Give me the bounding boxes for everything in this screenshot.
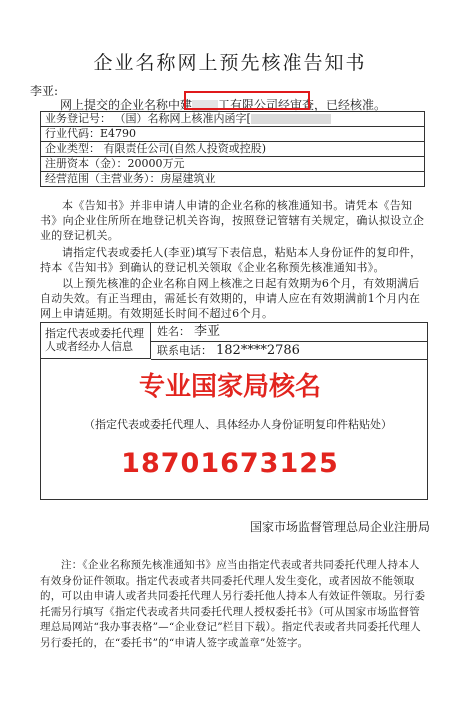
business-scope-label: 经营范围（主营业务）：: [45, 172, 161, 185]
name-value: 李亚: [194, 324, 221, 339]
registration-number-cell: [41, 112, 425, 127]
watermark-service: 专业国家局核名: [138, 372, 321, 402]
company-type-value: 有限责任公司(自然人投资或控股): [103, 142, 267, 155]
redacted-number: [251, 114, 331, 124]
applicant-label: 指定代表或委托代理人或者经办人信息: [41, 323, 151, 359]
approval-prefix: 网上提交的企业名称: [60, 98, 169, 112]
registration-number-value: （国）名称网上核准内函字[: [114, 112, 251, 125]
phone-value: 182****2786: [216, 343, 300, 358]
table-row: [41, 127, 425, 142]
phone-row: [151, 342, 427, 360]
footnote: 注：《企业名称预先核准通知书》应当由指定代表或者共同委托代理人持本人有效身份证件领取。指定代表或者共同委托代理人发生变化，或者因故不能领取的，可以由申请人或者共同委托代理人另行委托他人持本人有效证件领取。另行委托需另行填写《指定代表或者共同委托代理人授权委托书》（可从国家市场监督管理总局网站“我办事表格”—“企业登记”栏目下载）。指定代表或者共同委托代理人另行委托的，在“委托书”的“申请人签字或盖章”处签字。: [40, 559, 426, 649]
name-row: [151, 323, 427, 342]
table-row: [41, 112, 425, 127]
company-name-end: 工有限公司: [218, 98, 279, 112]
paragraph-2: 请指定代表或委托人(李亚)填写下表信息，粘贴本人身份证件的复印件，持本《告知书》到确认的登记机关领取《企业名称预先核准通知书》。: [40, 246, 422, 274]
business-scope-cell: [41, 172, 425, 187]
name-label: 姓名：: [157, 325, 190, 338]
info-table: [40, 111, 425, 187]
industry-code-cell: 行业代码：E4790: [41, 127, 425, 142]
registered-capital-cell: 注册资本（金）：20000万元: [41, 157, 425, 172]
phone-label: 联系电话：: [157, 344, 212, 357]
company-type-cell: [41, 142, 425, 157]
table-row: [41, 172, 425, 187]
company-name-start: 中建: [168, 98, 193, 112]
registration-number-label: 业务登记号：: [45, 112, 111, 125]
table-row: [41, 142, 425, 157]
issuer-name: 国家市场监督管理总局企业注册局: [250, 520, 431, 534]
recipient-name: 李亚:: [30, 84, 59, 98]
document-title: 企业名称网上预先核准告知书: [93, 52, 367, 74]
watermark-phone: 18701673125: [121, 448, 339, 479]
paragraph-1: 本《告知书》并非申请人申请的企业名称的核准通知书。请凭本《告知书》向企业住所所在地登记机关咨询，按照登记管辖有关规定，确认拟设立企业的登记机关。: [40, 199, 425, 242]
applicant-details: [151, 323, 427, 360]
table-row: [41, 157, 425, 172]
highlight-box: [184, 91, 310, 110]
business-scope-value: 房屋建筑业: [160, 172, 216, 185]
paragraph-3: 以上预先核准的企业名称自网上核准之日起有效期为6个月，有效期满后自动失效。有正当理由，需延长有效期的，申请人应在有效期满前1个月内在网上申请延期。有效期延长时间不超过6个月。: [40, 277, 421, 320]
company-type-label: 企业类型：: [45, 142, 100, 155]
id-paste-hint: （指定代表或委托代理人、具体经办人身份证明复印件粘贴处）: [84, 418, 392, 431]
approval-suffix: 经审查，已经核准。: [278, 98, 387, 112]
